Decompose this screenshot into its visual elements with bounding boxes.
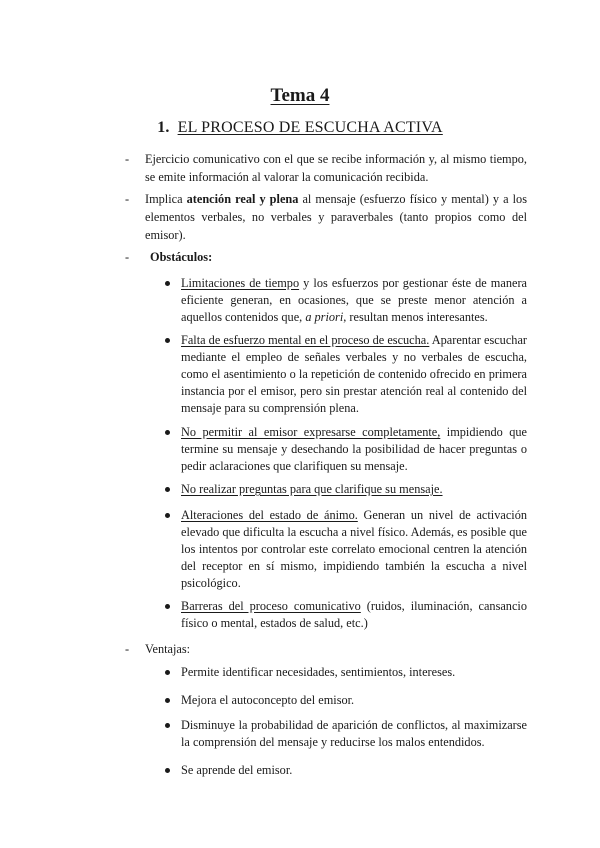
section-number: 1. xyxy=(157,119,170,136)
bullet-dot xyxy=(165,723,170,728)
text-run: Implica xyxy=(145,192,187,206)
bullet-text: Disminuye la probabilidad de aparición de conflictos, al maximizarse la comprensión del mensaje y reducirse los malos entendidos. xyxy=(181,718,527,749)
bullet-text xyxy=(181,275,527,326)
bullet-dot xyxy=(165,670,170,675)
bullet-dot xyxy=(165,604,170,609)
list-item-text xyxy=(145,190,527,244)
bullet-dot xyxy=(165,768,170,773)
bullet-text xyxy=(181,507,527,592)
bullet-dot xyxy=(165,698,170,703)
bold-text: atención real y plena xyxy=(186,192,299,206)
underlined-text: Barreras del proceso comunicativo xyxy=(181,599,361,613)
bullet-text xyxy=(181,598,527,632)
bullet-text xyxy=(181,332,527,417)
text-run: , resultan menos interesantes. xyxy=(343,310,488,324)
bullet-dot xyxy=(165,513,170,518)
italic-text: a priori xyxy=(305,310,344,324)
bullet-text xyxy=(181,481,527,498)
ventajas-label: Ventajas: xyxy=(145,642,191,656)
dash-marker: - xyxy=(125,192,130,206)
dash-marker: - xyxy=(125,152,130,166)
dash-marker: - xyxy=(125,250,130,264)
list-item-text: Ejercicio comunicativo con el que se recibe información y, al mismo tiempo, se emite información al valorar la comunicación recibida. xyxy=(145,152,527,184)
bullet-dot xyxy=(165,338,170,343)
underlined-text: Falta de esfuerzo mental en el proceso de escucha. xyxy=(181,333,430,347)
underlined-text: No permitir al emisor expresarse completamente, xyxy=(181,425,441,439)
bullet-text: Mejora el autoconcepto del emisor. xyxy=(181,693,355,707)
text-run: y los esfuerzos por gestionar éste de manera eficiente generan, en ocasiones, que se preste menor atención a aquellos contenidos que, xyxy=(181,276,527,324)
underlined-text: Alteraciones del estado de ánimo. xyxy=(181,508,358,522)
obstaculos-label: Obstáculos: xyxy=(150,250,213,264)
text-run: Aparentar escuchar mediante el empleo de señales verbales y no verbales de escucha, como el asentimiento o la repetición de contenido ofrecido en primera instancia por el emisor, pero sin prestar atención real al contenido del mensaje para su comprensión plena. xyxy=(181,333,527,415)
bullet-text xyxy=(181,424,527,475)
text-run: al mensaje (esfuerzo físico y mental) y a los elementos verbales, no verbales y paraverbales (tanto propios como del emisor). xyxy=(145,192,527,242)
bullet-dot xyxy=(165,430,170,435)
text-run: Generan un nivel de activación elevado que dificulta la escucha a nivel físico. Además, es posible que los intentos por controlar este correlato emocional centren la atención del receptor en sí mismo, impidiendo también la escucha a nivel psicológico. xyxy=(181,508,527,590)
bullet-text: Permite identificar necesidades, sentimientos, intereses. xyxy=(181,665,456,679)
bullet-dot xyxy=(165,487,170,492)
underlined-text: No realizar preguntas para que clarifique su mensaje. xyxy=(181,482,443,496)
section-title: EL PROCESO DE ESCUCHA ACTIVA xyxy=(177,119,443,136)
dash-marker: - xyxy=(125,642,130,656)
page-title: Tema 4 xyxy=(270,85,330,106)
text-run: impidiendo que termine su mensaje y desechando la posibilidad de hacer preguntas o pedir aclaraciones que clarifiquen su mensaje. xyxy=(181,425,528,473)
bullet-dot xyxy=(165,281,170,286)
bullet-text: Se aprende del emisor. xyxy=(181,763,293,777)
underlined-text: Limitaciones de tiempo xyxy=(181,276,300,290)
section-heading xyxy=(0,119,600,137)
text-run: (ruidos, iluminación, cansancio físico o mental, estados de salud, etc.) xyxy=(181,599,527,630)
